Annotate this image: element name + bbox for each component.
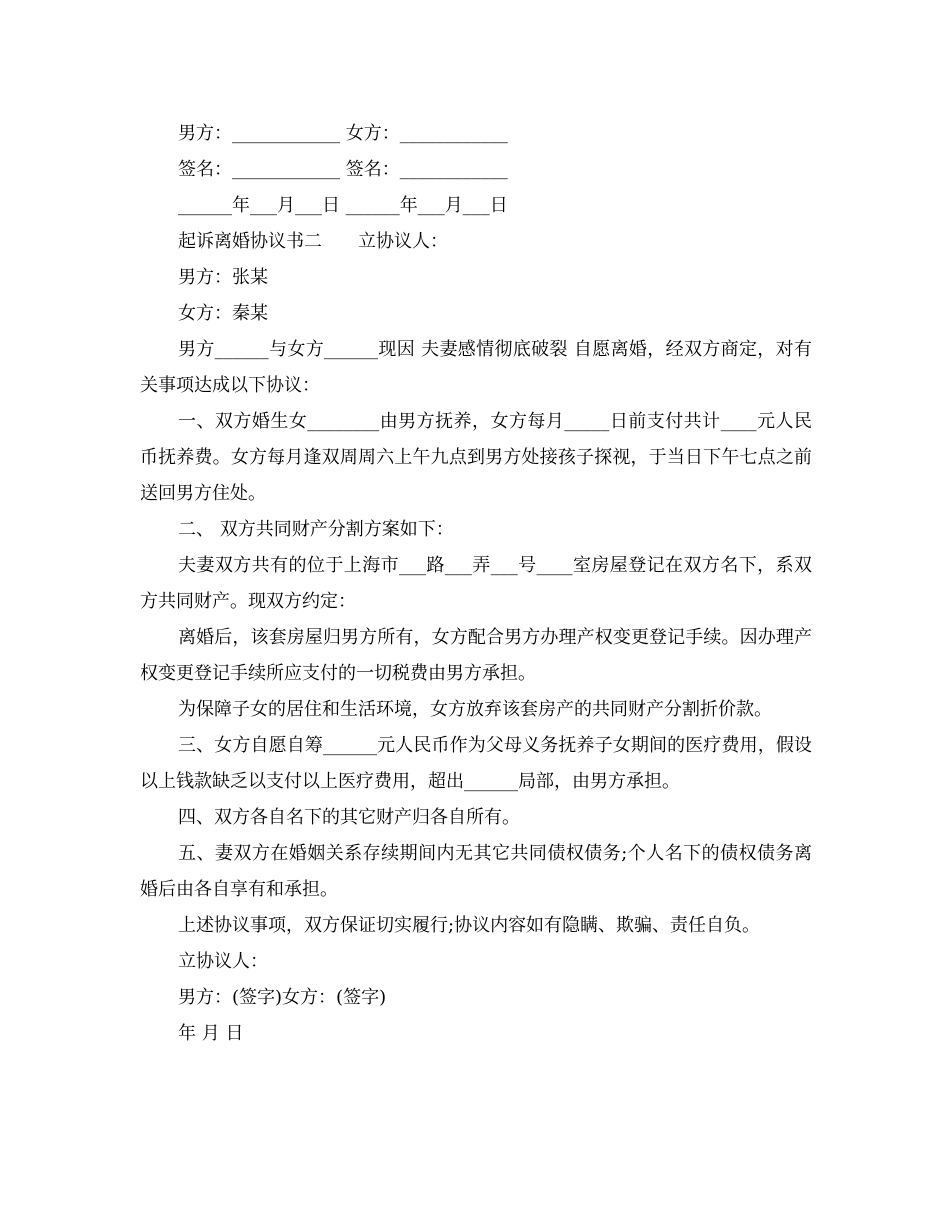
clause-debts: 五、妻双方在婚姻关系存续期间内无其它共同债权债务;个人名下的债权债务离婚后由各自享有和承担。 (140, 843, 812, 900)
clause-other-property: 四、双方各自名下的其它财产归各自所有。 (178, 807, 520, 828)
clause-property-heading: 二、 双方共同财产分割方案如下： (178, 519, 454, 540)
section-title: 起诉离婚协议书二 立协议人： (178, 231, 448, 252)
date-line: ______年___月___日 ______年___月___日 (178, 195, 508, 216)
guarantee-statement: 上述协议事项，双方保证切实履行;协议内容如有隐瞒、欺骗、责任自负。 (178, 915, 761, 936)
document-body (140, 116, 812, 1052)
date-placeholder: 年 月 日 (178, 1023, 244, 1044)
female-party: 女方：秦某 (178, 303, 268, 324)
male-party: 男方：张某 (178, 267, 268, 288)
signature-line: 签名：____________ 签名：____________ (178, 159, 508, 180)
property-description: 夫妻双方共有的位于上海市___路___弄___号____室房屋登记在双方名下，系双方共同财产。现双方约定： (140, 555, 812, 612)
property-waiver: 为保障子女的居住和生活环境，女方放弃该套房产的共同财产分割折价款。 (178, 699, 772, 720)
intro-paragraph: 男方______与女方______现因 夫妻感情彻底破裂 自愿离婚，经双方商定，对有关事项达成以下协议： (140, 339, 812, 396)
property-after-divorce: 离婚后，该套房屋归男方所有，女方配合男方办理产权变更登记手续。因办理产权变更登记手续所应支付的一切税费由男方承担。 (140, 627, 812, 684)
clause-medical-fees: 三、女方自愿自筹______元人民币作为父母义务抚养子女期间的医疗费用，假设以上钱款缺乏以支付以上医疗费用，超出______局部，由男方承担。 (140, 735, 812, 792)
party-names-line: 男方：____________ 女方：____________ (178, 123, 508, 144)
signature-placeholders: 男方：(签字)女方：(签字) (178, 987, 387, 1008)
clause-child-custody: 一、双方婚生女________由男方抚养，女方每月_____日前支付共计____元人民币抚养费。女方每月逢双周周六上午九点到男方处接孩子探视，于当日下午七点之前送回男方住处。 (140, 411, 812, 504)
signatories-label: 立协议人： (178, 951, 268, 972)
